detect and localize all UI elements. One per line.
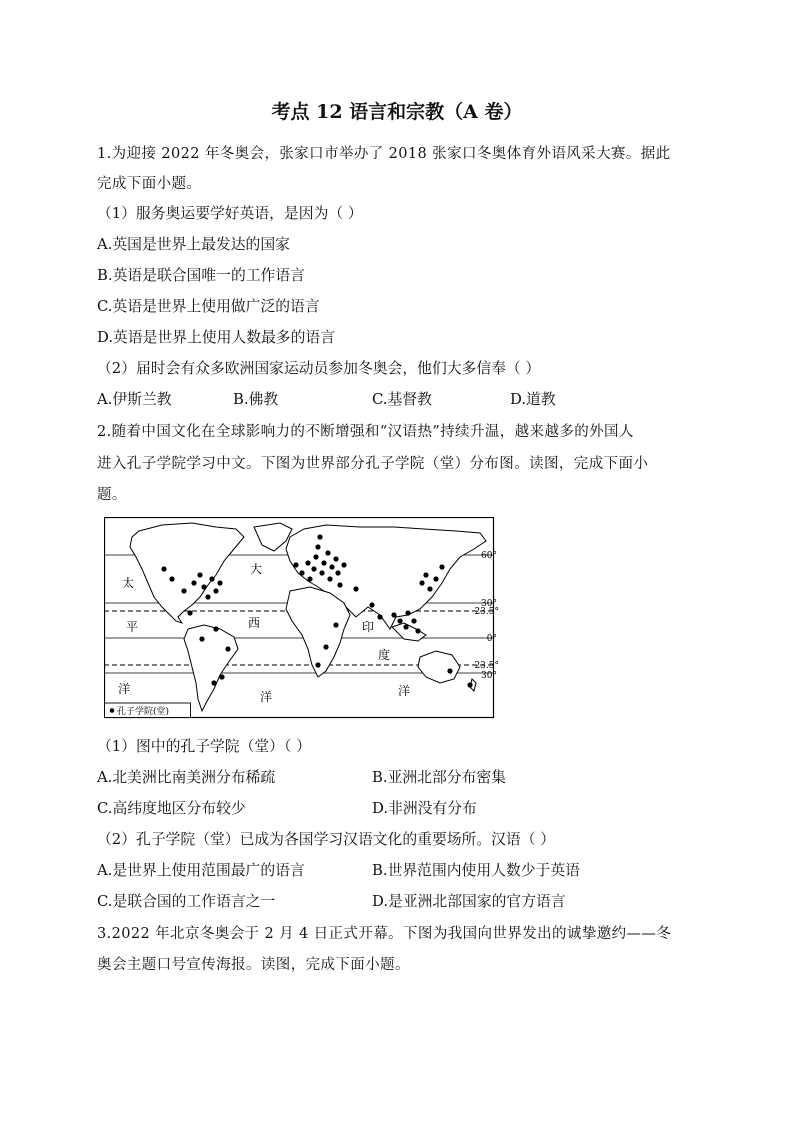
q1-sub2-option-d: D.道教	[510, 391, 556, 408]
q1-sub2-stem: （2）届时会有众多欧洲国家运动员参加冬奥会，他们大多信奉（ ）	[97, 360, 541, 377]
institute-point	[323, 644, 328, 649]
institute-point	[191, 580, 196, 585]
institute-point	[213, 588, 218, 593]
institute-point	[335, 570, 340, 575]
q2-stem-line2: 进入孔子学院学习中文。下图为世界部分孔子学院（堂）分布图。读图，完成下面小	[97, 456, 649, 472]
q2-sub2-option-b: B.世界范围内使用人数少于英语	[372, 862, 580, 879]
ocean-label-ping: 平	[126, 620, 139, 634]
institute-point	[197, 572, 202, 577]
institute-point	[311, 566, 316, 571]
institute-point	[317, 534, 322, 539]
institute-point	[205, 594, 210, 599]
confucius-institute-map	[104, 517, 500, 719]
institute-point	[427, 586, 432, 591]
institute-point	[433, 576, 438, 581]
institute-point	[213, 626, 218, 631]
institute-point	[319, 570, 324, 575]
ocean-label-yin: 印	[362, 620, 375, 634]
institute-point	[377, 614, 382, 619]
institute-point	[211, 680, 216, 685]
lat-label-23n: 23.5°	[474, 607, 499, 617]
q3-stem-line2: 奥会主题口号宣传海报。读图，完成下面小题。	[97, 957, 410, 973]
institute-point	[415, 628, 420, 633]
institute-point	[327, 576, 332, 581]
institute-point	[169, 576, 174, 581]
institute-point	[369, 602, 374, 607]
institute-point	[225, 646, 230, 651]
q2-sub1-option-c: C.高纬度地区分布较少	[97, 800, 246, 817]
institute-point	[333, 556, 338, 561]
q1-sub1-option-b: B.英语是联合国唯一的工作语言	[97, 267, 305, 284]
q1-sub1-option-a: A.英国是世界上最发达的国家	[97, 236, 290, 253]
institute-point	[209, 576, 214, 581]
institute-point	[201, 584, 206, 589]
q2-sub2-option-a: A.是世界上使用范围最广的语言	[97, 862, 305, 879]
ocean-label-yang1: 洋	[118, 682, 131, 696]
institute-point	[161, 566, 166, 571]
institute-point	[447, 668, 452, 673]
institute-point	[411, 618, 416, 623]
q2-stem-line1: 2.随着中国文化在全球影响力的不断增强和“汉语热”持续升温，越来越多的外国人	[97, 424, 634, 440]
ocean-label-xi: 西	[248, 616, 261, 630]
q1-sub2-option-b: B.佛教	[233, 391, 279, 408]
legend-point-icon	[110, 708, 115, 713]
institute-point	[341, 562, 346, 567]
q2-sub2-stem: （2）孔子学院（堂）已成为各国学习汉语文化的重要场所。汉语（ ）	[97, 831, 556, 848]
institute-point	[353, 586, 358, 591]
q1-stem-line2: 完成下面小题。	[97, 176, 202, 192]
institute-point	[397, 618, 402, 623]
institute-point	[217, 580, 222, 585]
q2-stem-line3: 题。	[97, 487, 127, 503]
institute-point	[219, 674, 224, 679]
q1-sub1-option-d: D.英语是世界上使用人数最多的语言	[97, 329, 335, 346]
ocean-label-da: 大	[250, 562, 263, 576]
institute-point	[419, 580, 424, 585]
institute-point	[307, 576, 312, 581]
q1-sub2-option-c: C.基督教	[372, 391, 432, 408]
lat-label-0: 0°	[486, 634, 497, 644]
institute-point	[391, 612, 396, 617]
institute-point	[333, 622, 338, 627]
institute-point	[187, 610, 192, 615]
q2-sub1-option-a: A.北美洲比南美洲分布稀疏	[97, 769, 276, 786]
institute-point	[439, 564, 444, 569]
ocean-label-yang2: 洋	[260, 690, 273, 704]
institute-point	[405, 610, 410, 615]
institute-point	[313, 554, 318, 559]
q2-sub1-option-d: D.非洲没有分布	[372, 800, 477, 817]
ocean-label-du: 度	[378, 648, 391, 662]
institute-point	[199, 636, 204, 641]
q2-sub1-stem: （1）图中的孔子学院（堂）（ ）	[97, 738, 311, 755]
institute-point	[181, 588, 186, 593]
institute-point	[337, 582, 342, 587]
q1-sub1-option-c: C.英语是世界上使用做广泛的语言	[97, 298, 320, 315]
institute-point	[315, 662, 320, 667]
q3-stem-line1: 3.2022 年北京冬奥会于 2 月 4 日正式开幕。下图为我国向世界发出的诚挚邀约——冬	[97, 926, 672, 942]
institute-point	[293, 562, 298, 567]
lat-label-30s: 30°	[481, 671, 497, 681]
map-legend-label: 孔子学院(堂)	[117, 707, 170, 717]
q2-sub2-option-d: D.是亚洲北部国家的官方语言	[372, 893, 566, 910]
lat-label-23s: 23.5°	[474, 661, 499, 671]
institute-point	[423, 572, 428, 577]
institute-point	[315, 544, 320, 549]
q1-sub1-stem: （1）服务奥运要学好英语，是因为（ ）	[97, 205, 363, 222]
lat-label-30n: 30°	[481, 599, 497, 609]
institute-point	[329, 564, 334, 569]
q2-sub2-option-c: C.是联合国的工作语言之一	[97, 893, 276, 910]
institute-point	[321, 560, 326, 565]
institute-point	[299, 570, 304, 575]
q2-sub1-option-b: B.亚洲北部分布密集	[372, 769, 506, 786]
institute-point	[325, 550, 330, 555]
page-title: 考点 12 语言和宗教（A 卷）	[271, 101, 523, 123]
q1-sub2-option-a: A.伊斯兰教	[97, 391, 172, 408]
lat-label-60: 60°	[481, 551, 497, 561]
ocean-label-tai: 太	[122, 576, 135, 590]
institute-point	[403, 624, 408, 629]
ocean-label-yang3: 洋	[398, 684, 411, 698]
q1-stem-line1: 1.为迎接 2022 年冬奥会，张家口市举办了 2018 张家口冬奥体育外语风采大赛。据此	[97, 146, 671, 162]
institute-point	[305, 560, 310, 565]
institute-point	[467, 682, 472, 687]
